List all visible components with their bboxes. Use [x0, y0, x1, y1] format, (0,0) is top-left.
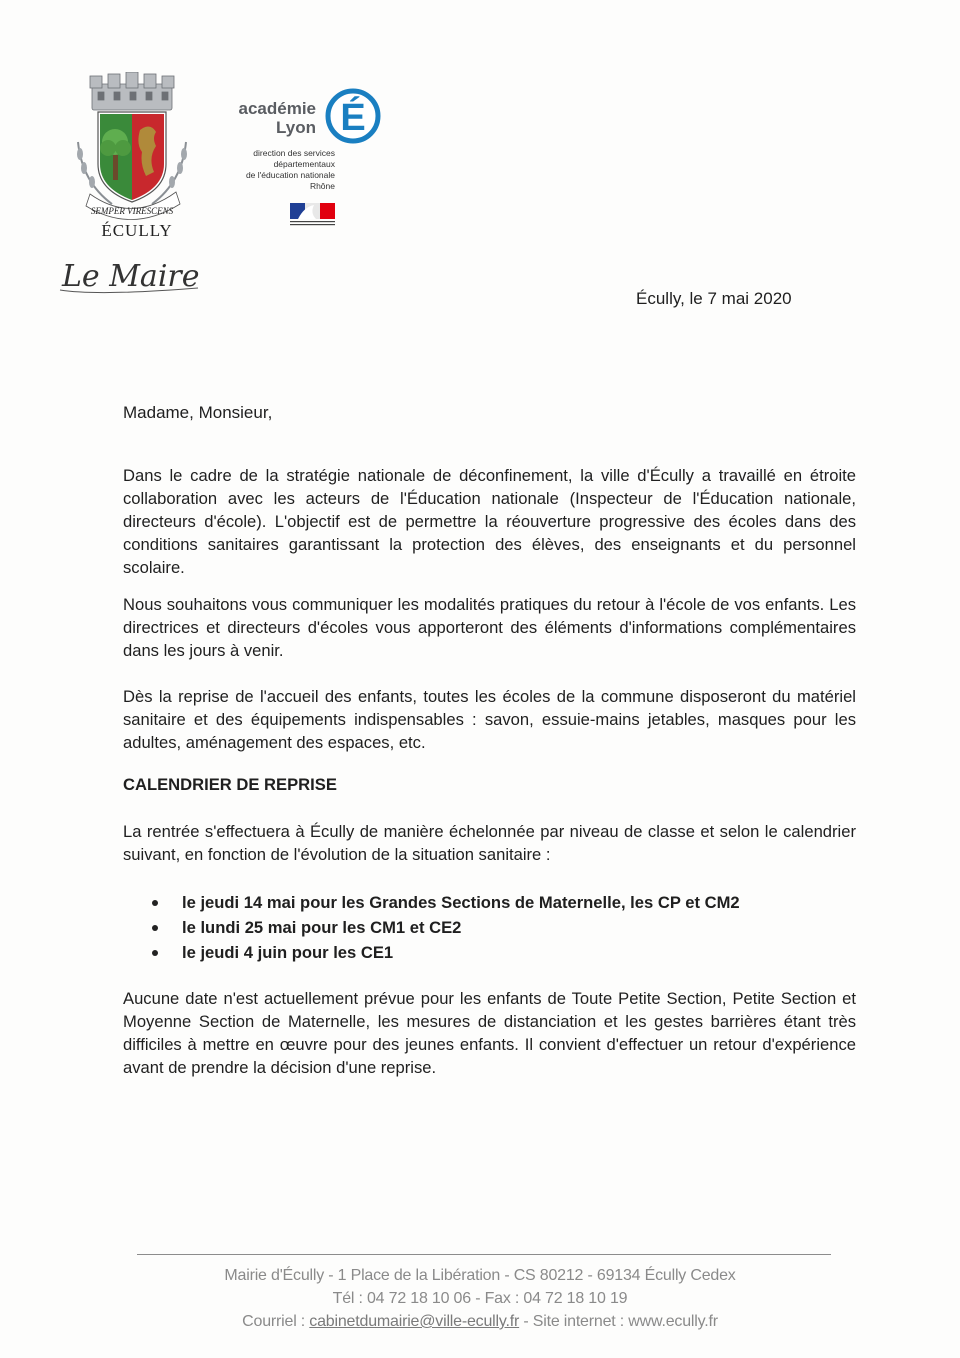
schedule-item: [123, 890, 856, 915]
schedule-list: [123, 890, 856, 965]
footer-contact: [0, 1311, 960, 1333]
crest-motto: SEMPER VIRESCENS: [90, 206, 174, 216]
bullet-icon: [152, 950, 158, 956]
town-name: ÉCULLY: [101, 221, 173, 240]
signature-text: Le Maire: [62, 259, 200, 294]
schedule-item: [123, 915, 856, 940]
republique-francaise-logo: [290, 203, 335, 225]
lyon-word: Lyon: [276, 118, 316, 137]
academie-line-4: Rhône: [309, 181, 335, 191]
email-link[interactable]: cabinetdumairie@ville-ecully.fr: [309, 1313, 520, 1330]
academie-lyon-logo: [238, 76, 388, 236]
bullet-icon: [152, 925, 158, 931]
academie-e-letter: É: [340, 97, 366, 139]
email-label: Courriel :: [242, 1313, 310, 1330]
schedule-item: [123, 940, 856, 965]
salutation: Madame, Monsieur,: [123, 403, 273, 422]
paragraph-modalities: Nous souhaitons vous communiquer les modalités pratiques du retour à l'école de vos enfants. Les directrices et directeurs d'écoles vous apporteront des éléments d'informations complémentaires dans les jours à venir.: [123, 595, 856, 660]
paragraph-closing: Aucune date n'est actuellement prévue pour les enfants de Toute Petite Section, Petite Section et Moyenne Section de Maternelle, les mesures de distanciation et les gestes barrières étant très difficiles à mettre en œuvre pour des jeunes enfants. Il convient d'effectuer un retour d'expérience avant de prendre la décision d'une reprise.: [123, 989, 856, 1077]
footer-phone-fax: Tél : 04 72 18 10 06 - Fax : 04 72 18 10 19: [332, 1290, 628, 1307]
paragraph-calendar-intro: La rentrée s'effectuera à Écully de manière échelonnée par niveau de classe et selon le calendrier suivant, en fonction de l'évolution de la situation sanitaire :: [123, 822, 856, 864]
academie-line-1: direction des services: [253, 148, 335, 158]
site-label: - Site internet :: [519, 1313, 629, 1330]
schedule-item-text: le jeudi 4 juin pour les CE1: [182, 943, 394, 962]
letter-date: Écully, le 7 mai 2020: [636, 289, 792, 308]
section-heading: CALENDRIER DE REPRISE: [123, 775, 337, 794]
footer-divider: [137, 1254, 831, 1255]
bullet-icon: [152, 900, 158, 906]
website-link[interactable]: www.ecully.fr: [628, 1313, 718, 1330]
paragraph-sanitary-equipment: Dès la reprise de l'accueil des enfants, toutes les écoles de la commune disposeront du matériel sanitaire et des équipements indispensables : savon, essuie-mains jetables, masques pour les adultes, aménagement des espaces, etc.: [123, 687, 856, 752]
schedule-item-text: le lundi 25 mai pour les CM1 et CE2: [182, 918, 462, 937]
academie-line-2: départementaux: [273, 159, 335, 169]
schedule-item-text: le jeudi 14 mai pour les Grandes Sections de Maternelle, les CP et CM2: [182, 893, 740, 912]
paragraph-context: Dans le cadre de la stratégie nationale de déconfinement, la ville d'Écully a travaillé en étroite collaboration avec les acteurs de l'Éducation nationale (Inspecteur de l'Éducation nationale, directeurs d'école). L'objectif est de permettre la réouverture progressive des écoles dans des conditions sanitaires garantissant la protection des élèves, des enseignants et du personnel scolaire.: [123, 466, 856, 577]
academie-word: académie: [238, 99, 316, 118]
footer-address: Mairie d'Écully - 1 Place de la Libération - CS 80212 - 69134 Écully Cedex: [224, 1267, 736, 1284]
le-maire-signature: [58, 250, 208, 300]
academie-line-3: de l'éducation nationale: [245, 170, 335, 180]
ecully-crest-logo: [68, 72, 196, 222]
